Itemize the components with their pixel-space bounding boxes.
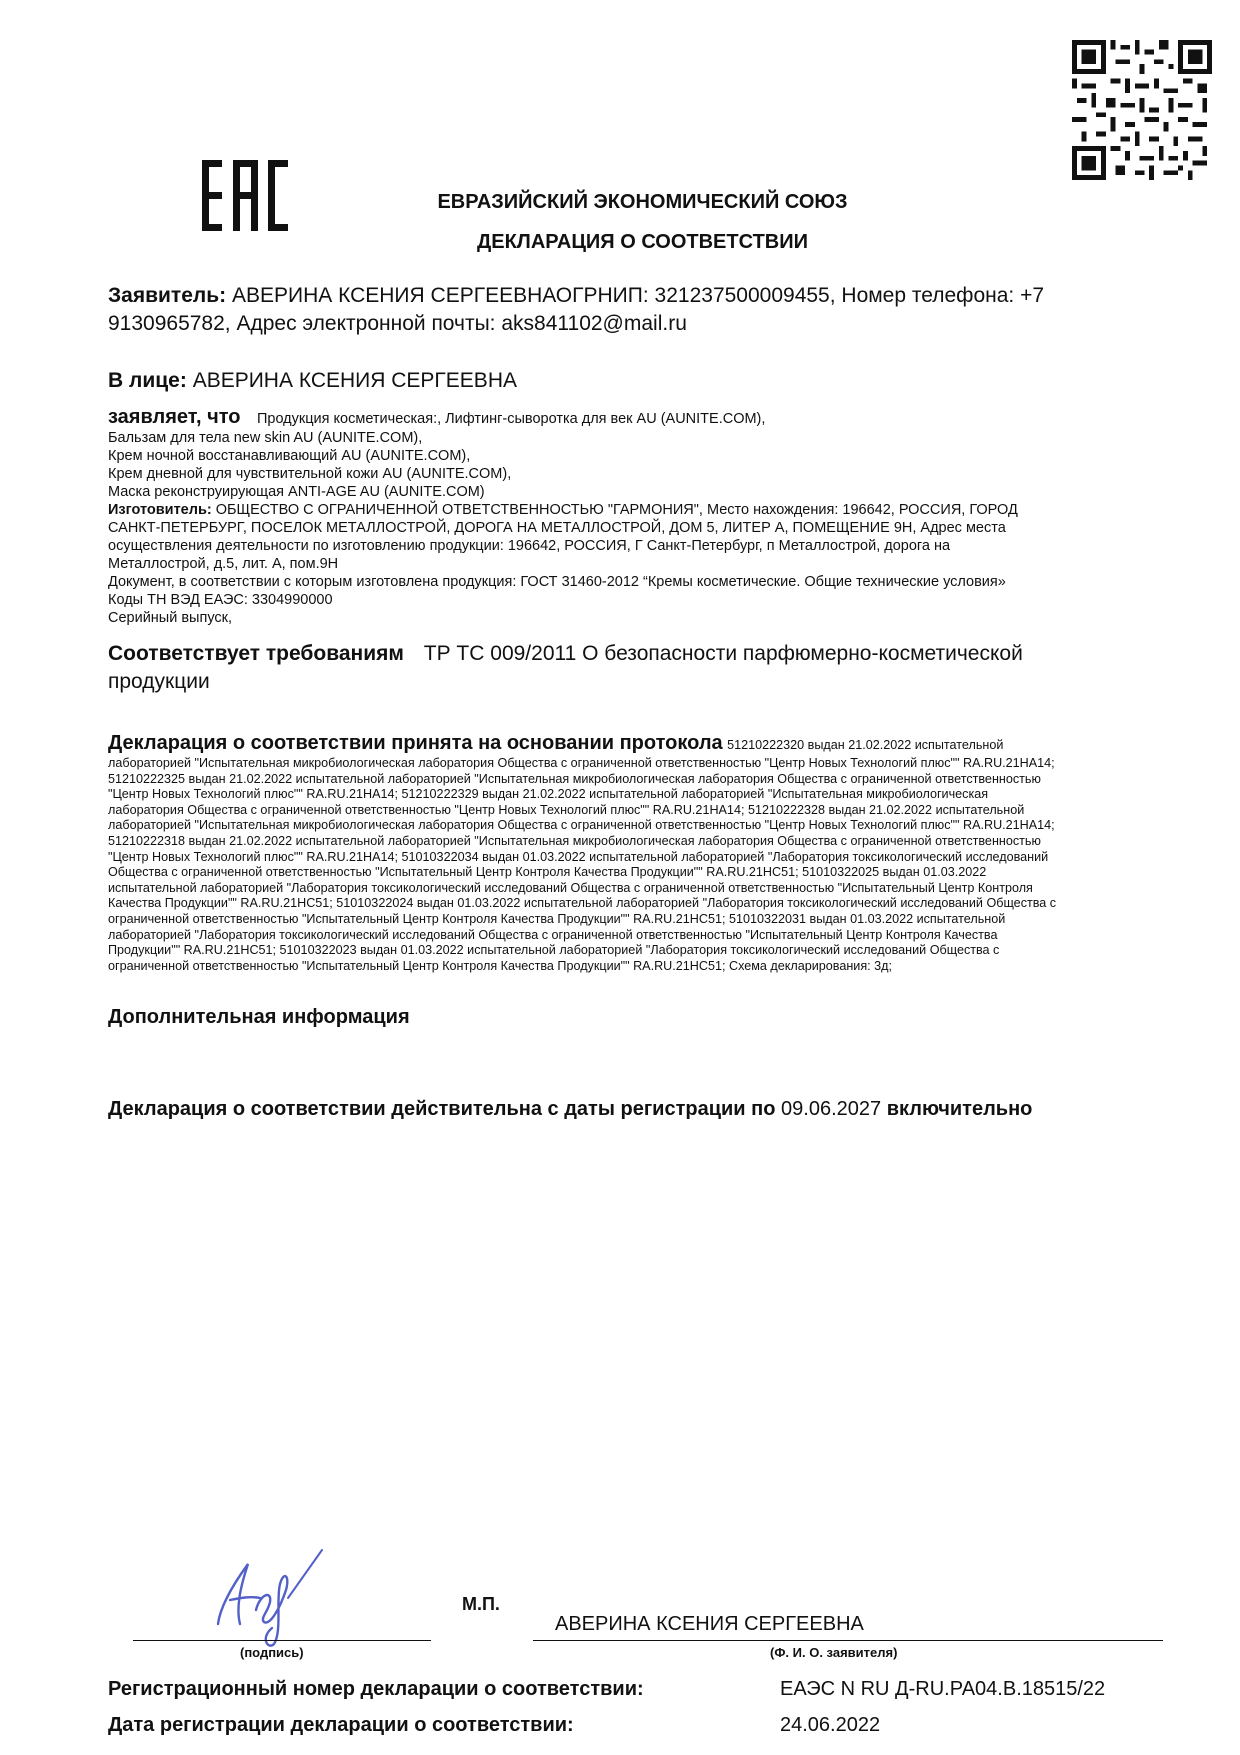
registration-date-label: Дата регистрации декларации о соответствии: [108, 1714, 574, 1736]
basis-line: Качества Продукции"" RA.RU.21НС51; 51010322024 выдан 01.03.2022 испытательной лабораторией "Лаборатория токсикологический исследований Общества с [108, 896, 1057, 911]
conforms-label: Соответствует требованиям [108, 642, 404, 665]
product-line: Маска реконструирующая ANTI-AGE AU (AUNITE.COM) [108, 484, 485, 500]
basis-line: Общества с ограниченной ответственностью "Испытательный Центр Контроля Качества Продукции"" RA.RU.21НС51; 51010322025 выдан 01.03.2022 [108, 865, 987, 880]
declares-label: заявляет, что [108, 406, 241, 428]
basis-line: лаборатория Общества с ограниченной ответственностью "Центр Новых Технологий плюс"" RA.RU.21НА14; 51210222328 выдан 21.02.2022 испытательной [108, 802, 1025, 817]
basis-label: Декларация о соответствии принята на основании протокола [108, 732, 723, 754]
manufacturer-line: осуществления деятельности по изготовлению продукции: 196642, РОССИЯ, Г Санкт-Петербург, п Металлострой, дорога на [108, 538, 951, 554]
registration-number-label: Регистрационный номер декларации о соответствии: [108, 1678, 644, 1700]
product-line: Крем дневной для чувствительной кожи AU (AUNITE.COM), [108, 466, 512, 482]
basis-line: лабораторией "Испытательная микробиологическая лаборатория Общества с ограниченной ответственностью "Центр Новых Технологий плюс"" RA.RU.21НА14; [108, 756, 1055, 770]
applicant-line2: 9130965782, Адрес электронной почты: aks841102@mail.ru [108, 312, 687, 335]
basis-line: 51210222320 выдан 21.02.2022 испытательной [727, 738, 1004, 752]
declares-block [108, 406, 1188, 627]
applicant-label: Заявитель: [108, 284, 227, 307]
product-line: Продукция косметическая:, Лифтинг-сыворотка для век AU (AUNITE.COM), [256, 411, 766, 427]
validity-block [108, 1098, 1208, 1121]
stamp-label: М.П. [462, 1594, 500, 1614]
basis-line: ограниченной ответственностью "Испытательный Центр Контроля Качества Продукции"" RA.RU.21НС51; 51010322031 выдан 01.03.2022 испытательной [108, 911, 1006, 926]
conforms-line1: ТР ТС 009/2011 О безопасности парфюмерно-косметической [423, 642, 1023, 665]
representative-label: В лице: [108, 369, 187, 392]
basis-line: лабораторией "Лаборатория токсикологический исследований Общества с ограниченной ответственностью "Испытательный Центр Контроля Качества [108, 927, 998, 942]
basis-line: испытательной лабораторией "Лаборатория токсикологический исследований Общества с ограниченной ответственностью "Испытательный Центр Контроля [108, 880, 1033, 895]
product-line: Бальзам для тела new skin AU (AUNITE.COM), [108, 430, 423, 446]
manufacturer-line: Металлострой, д.5, лит. А, пом.9Н [108, 556, 339, 572]
additional-info-label: Дополнительная информация [108, 1006, 410, 1028]
conforms-line2: продукции [108, 670, 210, 693]
applicant-name: АВЕРИНА КСЕНИЯ СЕРГЕЕВНА [555, 1613, 864, 1635]
qr-code [1072, 40, 1212, 180]
signature-line [133, 1640, 431, 1641]
handwritten-signature [190, 1528, 340, 1648]
standard-document-line: Документ, в соответствии с которым изготовлена продукция: ГОСТ 31460-2012 “Кремы косметические. Общие технические условия» [108, 574, 1006, 590]
manufacturer-label: Изготовитель: [108, 502, 212, 518]
basis-line: "Центр Новых Технологий плюс"" RA.RU.21НА14; 51210222329 выдан 21.02.2022 испытательной лабораторией "Испытательная микробиологическая [108, 787, 989, 802]
basis-line: 51210222325 выдан 21.02.2022 испытательной лабораторией "Испытательная микробиологическая лаборатория Общества с ограниченной ответственностью [108, 771, 1041, 786]
representative-value: АВЕРИНА КСЕНИЯ СЕРГЕЕВНА [192, 369, 517, 392]
conforms-block [108, 640, 1188, 696]
basis-line: Продукции"" RA.RU.21НС51; 51010322023 выдан 01.03.2022 испытательной лабораторией "Лаборатория токсикологический исследований Общества с [108, 943, 1000, 958]
basis-line: ограниченной ответственностью "Испытательный Центр Контроля Качества Продукции"" RA.RU.21НС51; Схема декларирования: 3д; [108, 958, 893, 973]
applicant-block [108, 282, 1158, 338]
signature-caption: (подпись) [240, 1645, 304, 1660]
name-caption: (Ф. И. О. заявителя) [770, 1645, 898, 1660]
applicant-line1: АВЕРИНА КСЕНИЯ СЕРГЕЕВНАОГРНИП: 321237500009455, Номер телефона: +7 [231, 284, 1045, 307]
serial-line: Серийный выпуск, [108, 610, 233, 626]
basis-block [108, 732, 1208, 974]
validity-label: Декларация о соответствии действительна с даты регистрации по [108, 1098, 776, 1120]
basis-line: 51210222318 выдан 21.02.2022 испытательной лабораторией "Испытательная микробиологическая лаборатория Общества с ограниченной ответственностью [108, 833, 1041, 848]
manufacturer-line: ОБЩЕСТВО С ОГРАНИЧЕННОЙ ОТВЕТСТВЕННОСТЬЮ "ГАРМОНИЯ", Место нахождения: 196642, РОССИЯ, ГОРОД [215, 502, 1018, 518]
validity-date: 09.06.2027 [781, 1098, 882, 1120]
registration-date-value: 24.06.2022 [780, 1714, 881, 1736]
basis-line: лабораторией "Испытательная микробиологическая лаборатория Общества с ограниченной ответственностью "Центр Новых Технологий плюс"" RA.RU.21НА14; [108, 818, 1055, 833]
validity-suffix: включительно [886, 1098, 1033, 1120]
union-title: ЕВРАЗИЙСКИЙ ЭКОНОМИЧЕСКИЙ СОЮЗ [437, 191, 848, 213]
hs-codes-line: Коды ТН ВЭД ЕАЭС: 3304990000 [108, 592, 333, 608]
registration-number-value: ЕАЭС N RU Д-RU.РА04.В.18515/22 [780, 1678, 1106, 1700]
representative-block [108, 367, 1158, 395]
manufacturer-line: САНКТ-ПЕТЕРБУРГ, ПОСЕЛОК МЕТАЛЛОСТРОЙ, ДОРОГА НА МЕТАЛЛОСТРОЙ, ДОМ 5, ЛИТЕР А, ПОМЕЩЕНИЕ 9Н, Адрес места [108, 520, 1006, 536]
name-line [533, 1640, 1163, 1641]
document-title: ДЕКЛАРАЦИЯ О СООТВЕТСТВИИ [477, 231, 808, 253]
product-line: Крем ночной восстанавливающий AU (AUNITE.COM), [108, 448, 471, 464]
basis-line: "Центр Новых Технологий плюс"" RA.RU.21НА14; 51010322034 выдан 01.03.2022 испытательной лабораторией "Лаборатория токсикологический исследований [108, 849, 1049, 864]
